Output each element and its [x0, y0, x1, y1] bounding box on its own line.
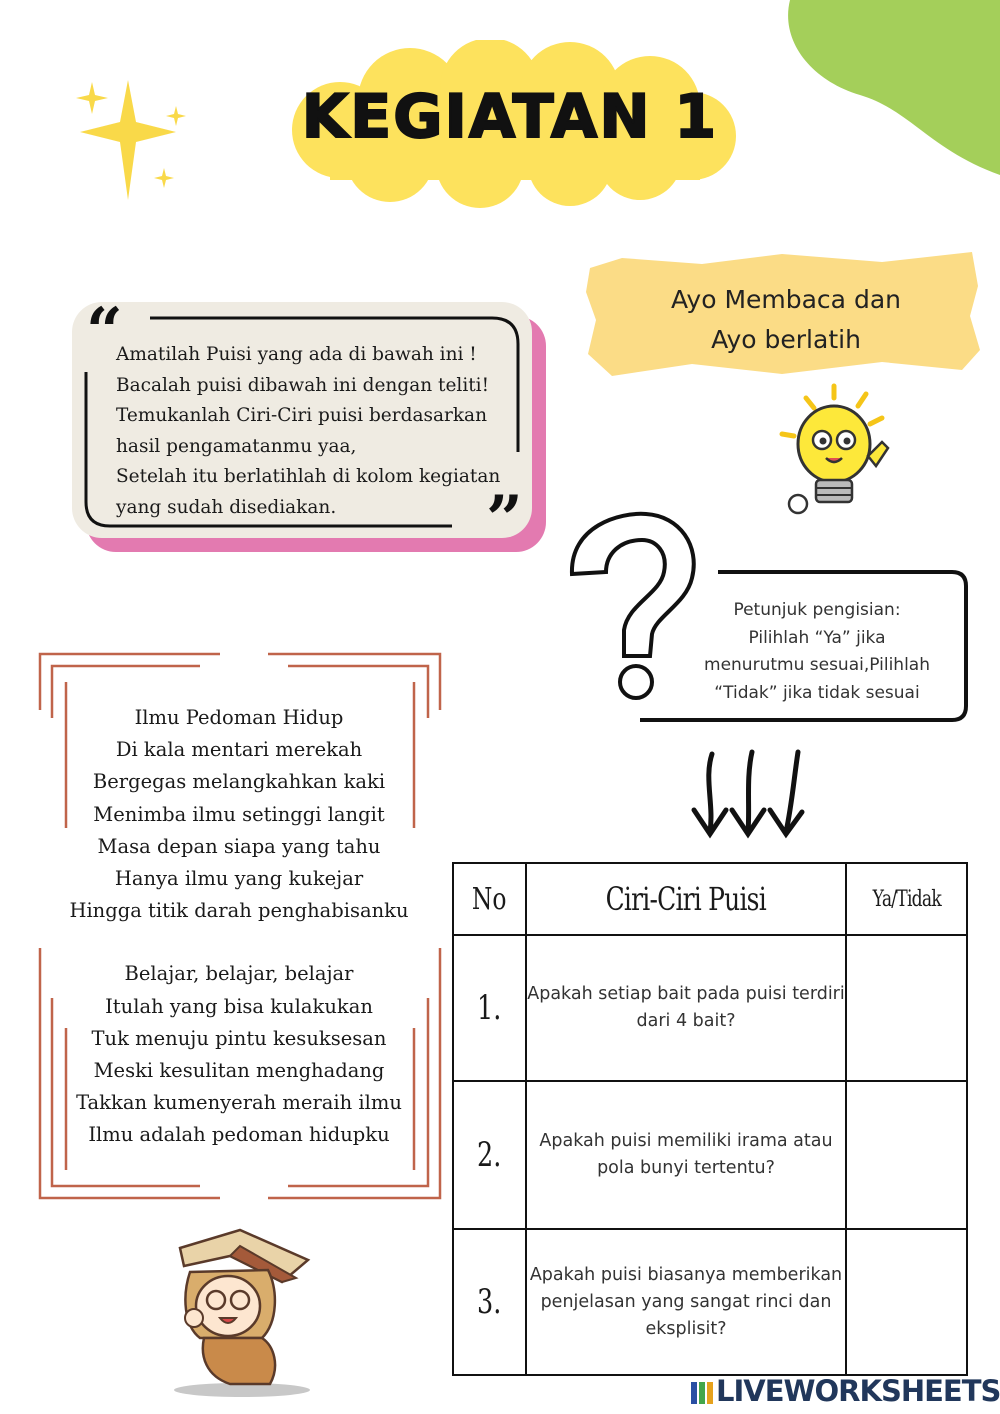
answer-cell[interactable] [846, 1081, 967, 1229]
sparkles-icon [70, 70, 200, 210]
banner-line: Ayo Membaca dan [671, 285, 901, 314]
header-no-label: No [472, 881, 507, 917]
banner-line: Ayo berlatih [711, 325, 861, 354]
instruction-line: Bacalah puisi dibawah ini dengan teliti! [116, 374, 490, 396]
poem-line: Bergegas melangkahkan kaki [92, 770, 386, 794]
lightbulb-mascot-icon [770, 382, 910, 522]
row-number-label: 1. [477, 988, 502, 1028]
poem-line: Hingga titik darah penghabisanku [69, 899, 409, 923]
petunjuk-line: Petunjuk pengisian: [733, 600, 901, 620]
down-arrows-icon [686, 748, 816, 840]
stanza-gap [48, 927, 430, 958]
instruction-line: hasil pengamatanmu yaa, [116, 435, 357, 457]
poem-line: Ilmu Pedoman Hidup [134, 706, 344, 729]
green-blob-decoration [780, 0, 1000, 180]
poem-line: Meski kesulitan menghadang [93, 1059, 385, 1083]
header-ciri [526, 863, 846, 935]
row-question: Apakah puisi biasanya memberikan penjelasan yang sangat rinci dan eksplisit? [526, 1229, 846, 1375]
ciri-puisi-table [452, 862, 968, 1376]
poem-line: Tuk menuju pintu kesuksesan [91, 1026, 387, 1050]
row-number [453, 1081, 526, 1229]
poem [48, 702, 430, 1152]
poem-line: Masa depan siapa yang tahu [97, 834, 381, 858]
instruction-line: yang sudah disediakan. [116, 496, 337, 518]
row-number [453, 935, 526, 1081]
petunjuk-line: Pilihlah “Ya” jika [748, 627, 886, 648]
page-title: KEGIATAN 1 [301, 82, 719, 152]
petunjuk-text [672, 597, 962, 707]
answer-cell[interactable] [846, 935, 967, 1081]
poem-line: Belajar, belajar, belajar [124, 962, 354, 986]
table-row [453, 1229, 967, 1375]
header-ciri-label: Ciri-Ciri Puisi [605, 880, 767, 918]
row-question: Apakah puisi memiliki irama atau pola bunyi tertentu? [526, 1081, 846, 1229]
quote-open-icon: “ [86, 294, 123, 369]
answer-cell[interactable] [846, 1229, 967, 1375]
liveworksheets-brand[interactable] [690, 1374, 1000, 1408]
instruction-line: Setelah itu berlatihlah di kolom kegiatan [116, 466, 501, 487]
petunjuk-line: menurutmu sesuai,Pilihlah [704, 655, 930, 675]
poem-line: Hanya ilmu yang kukejar [114, 867, 364, 891]
petunjuk-line: “Tidak” jika tidak sesuai [714, 682, 920, 703]
instruction-line: Amatilah Puisi yang ada di bawah ini ! [116, 344, 477, 365]
instruction-line: Temukanlah Ciri-Ciri puisi berdasarkan [116, 405, 487, 426]
table-row [453, 935, 967, 1081]
header-ya-tidak [846, 863, 967, 935]
brand-text: LIVEWORKSHEETS [716, 1374, 1000, 1408]
instruction-text [116, 340, 536, 523]
header-no [453, 863, 526, 935]
row-number [453, 1229, 526, 1375]
poem-line: Itulah yang bisa kulakukan [105, 994, 373, 1018]
poem-line: Takkan kumenyerah meraih ilmu [76, 1091, 402, 1115]
header-ya-tidak-label: Ya/Tidak [872, 886, 941, 912]
poem-line: Ilmu adalah pedoman hidupku [88, 1123, 390, 1147]
quote-close-icon: ” [486, 482, 523, 557]
banner-text [600, 280, 972, 360]
table-header-row [453, 863, 967, 935]
poem-line: Di kala mentari merekah [115, 738, 363, 762]
row-number-label: 3. [477, 1282, 502, 1322]
liveworksheets-logo-icon [690, 1381, 714, 1405]
girl-reading-icon [170, 1226, 320, 1398]
row-question: Apakah setiap bait pada puisi terdiri dari 4 bait? [526, 935, 846, 1081]
table-row [453, 1081, 967, 1229]
poem-line: Menimba ilmu setinggi langit [93, 802, 385, 826]
row-number-label: 2. [477, 1135, 502, 1175]
